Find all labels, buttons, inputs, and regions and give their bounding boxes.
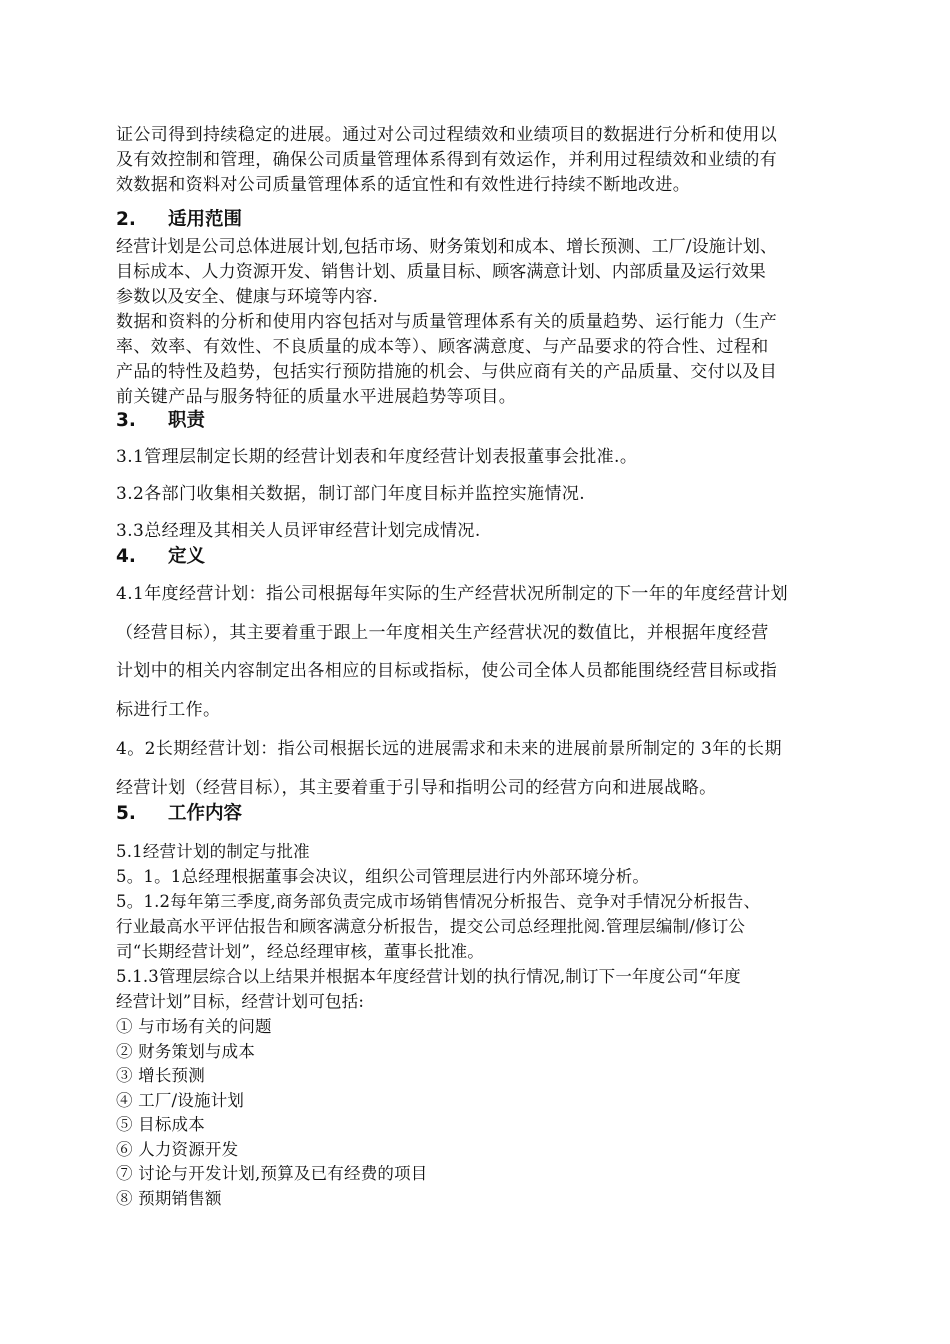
section-number: 4.	[116, 546, 136, 567]
text-line: 4。2长期经营计划：指公司根据长远的进展需求和未来的进展前景所制定的 3年的长期	[116, 739, 782, 759]
text-line: 5.1经营计划的制定与批准	[116, 842, 310, 861]
list-item: ⑤ 目标成本	[116, 1115, 205, 1134]
intro-paragraph	[116, 123, 876, 198]
text-line: 经营计划”目标，经营计划可包括:	[116, 992, 365, 1011]
text-line: 参数以及安全、健康与环境等内容.	[116, 287, 379, 307]
section-2-data-paragraph	[116, 310, 876, 410]
list-item: ③ 增长预测	[116, 1066, 205, 1085]
list-item: ④ 工厂/设施计划	[116, 1090, 245, 1110]
text-line: 4.1年度经营计划：指公司根据每年实际的生产经营状况所制定的下一年的年度经营计划	[116, 584, 789, 604]
text-line: 经营计划是公司总体进展计划,包括市场、财务策划和成本、增长预测、工厂/设施计划、	[116, 237, 778, 257]
text-line: 行业最高水平评估报告和顾客满意分析报告，提交公司总经理批阅.管理层编制/修订公	[116, 917, 746, 936]
section-5-heading	[116, 801, 876, 827]
list-item: ⑧ 预期销售额	[116, 1188, 222, 1208]
section-number: 3.	[116, 410, 136, 431]
text-line: 计划中的相关内容制定出各相应的目标或指标，使公司全体人员都能围绕经营目标或指	[116, 661, 778, 681]
responsibility-item: 3.1管理层制定长期的经营计划表和年度经营计划表报董事会批准.。	[116, 447, 638, 467]
text-line: （经营目标），其主要着重于跟上一年度相关生产经营状况的数值比，并根据年度经营	[116, 622, 769, 643]
section-title: 适用范围	[168, 209, 243, 230]
text-line: 及有效控制和管理，确保公司质量管理体系得到有效运作，并利用过程绩效和业绩的有	[116, 150, 778, 170]
text-line: 前关键产品与服务特征的质量水平进展趋势等项目。	[116, 387, 517, 407]
text-line: 数据和资料的分析和使用内容包括对与质量管理体系有关的质量趋势、运行能力（生产	[116, 312, 778, 332]
responsibility-item: 3.3总经理及其相关人员评审经营计划完成情况.	[116, 521, 481, 541]
responsibility-item: 3.2各部门收集相关数据，制订部门年度目标并监控实施情况.	[116, 484, 586, 504]
section-4-heading	[116, 544, 876, 570]
text-line: 5.1.3管理层综合以上结果并根据本年度经营计划的执行情况,制订下一年度公司“年度	[116, 967, 741, 986]
annual-plan-definition	[116, 582, 876, 736]
text-line: 5。1.2每年第三季度,商务部负责完成市场销售情况分析报告、竞争对手情况分析报告、	[116, 892, 761, 911]
list-item: ⑦ 讨论与开发计划,预算及已有经费的项目	[116, 1164, 428, 1183]
section-number: 2.	[116, 209, 136, 230]
section-2-heading	[116, 207, 876, 233]
text-line: 产品的特性及趋势，包括实行预防措施的机会、与供应商有关的产品质量、交付以及目	[116, 362, 778, 382]
text-line: 率、效率、有效性、不良质量的成本等）、顾客满意度、与产品要求的符合性、过程和	[116, 337, 769, 357]
text-line: 标进行工作。	[116, 699, 221, 720]
text-line: 5。1。1总经理根据董事会决议，组织公司管理层进行内外部环境分析。	[116, 867, 650, 886]
list-item: ① 与市场有关的问题	[116, 1017, 272, 1036]
section-3-heading	[116, 408, 876, 434]
section-number: 5.	[116, 803, 136, 824]
list-item: ⑥ 人力资源开发	[116, 1139, 239, 1159]
plan-contents-list	[116, 1014, 876, 1210]
text-line: 司“长期经营计划”，经总经理审核，董事长批准。	[116, 942, 484, 961]
work-content-paragraph	[116, 839, 876, 1014]
section-2-scope-paragraph	[116, 235, 876, 310]
text-line: 效数据和资料对公司质量管理体系的适宜性和有效性进行持续不断地改进。	[116, 175, 691, 195]
text-line: 目标成本、人力资源开发、销售计划、质量目标、顾客满意计划、内部质量及运行效果	[116, 262, 766, 282]
section-title: 定义	[168, 546, 206, 567]
section-title: 职责	[168, 410, 206, 431]
list-item: ② 财务策划与成本	[116, 1041, 256, 1061]
text-line: 证公司得到持续稳定的进展。通过对公司过程绩效和业绩项目的数据进行分析和使用以	[116, 125, 778, 145]
text-line: 经营计划（经营目标），其主要着重于引导和指明公司的经营方向和进展战略。	[116, 777, 717, 798]
section-title: 工作内容	[168, 803, 243, 824]
